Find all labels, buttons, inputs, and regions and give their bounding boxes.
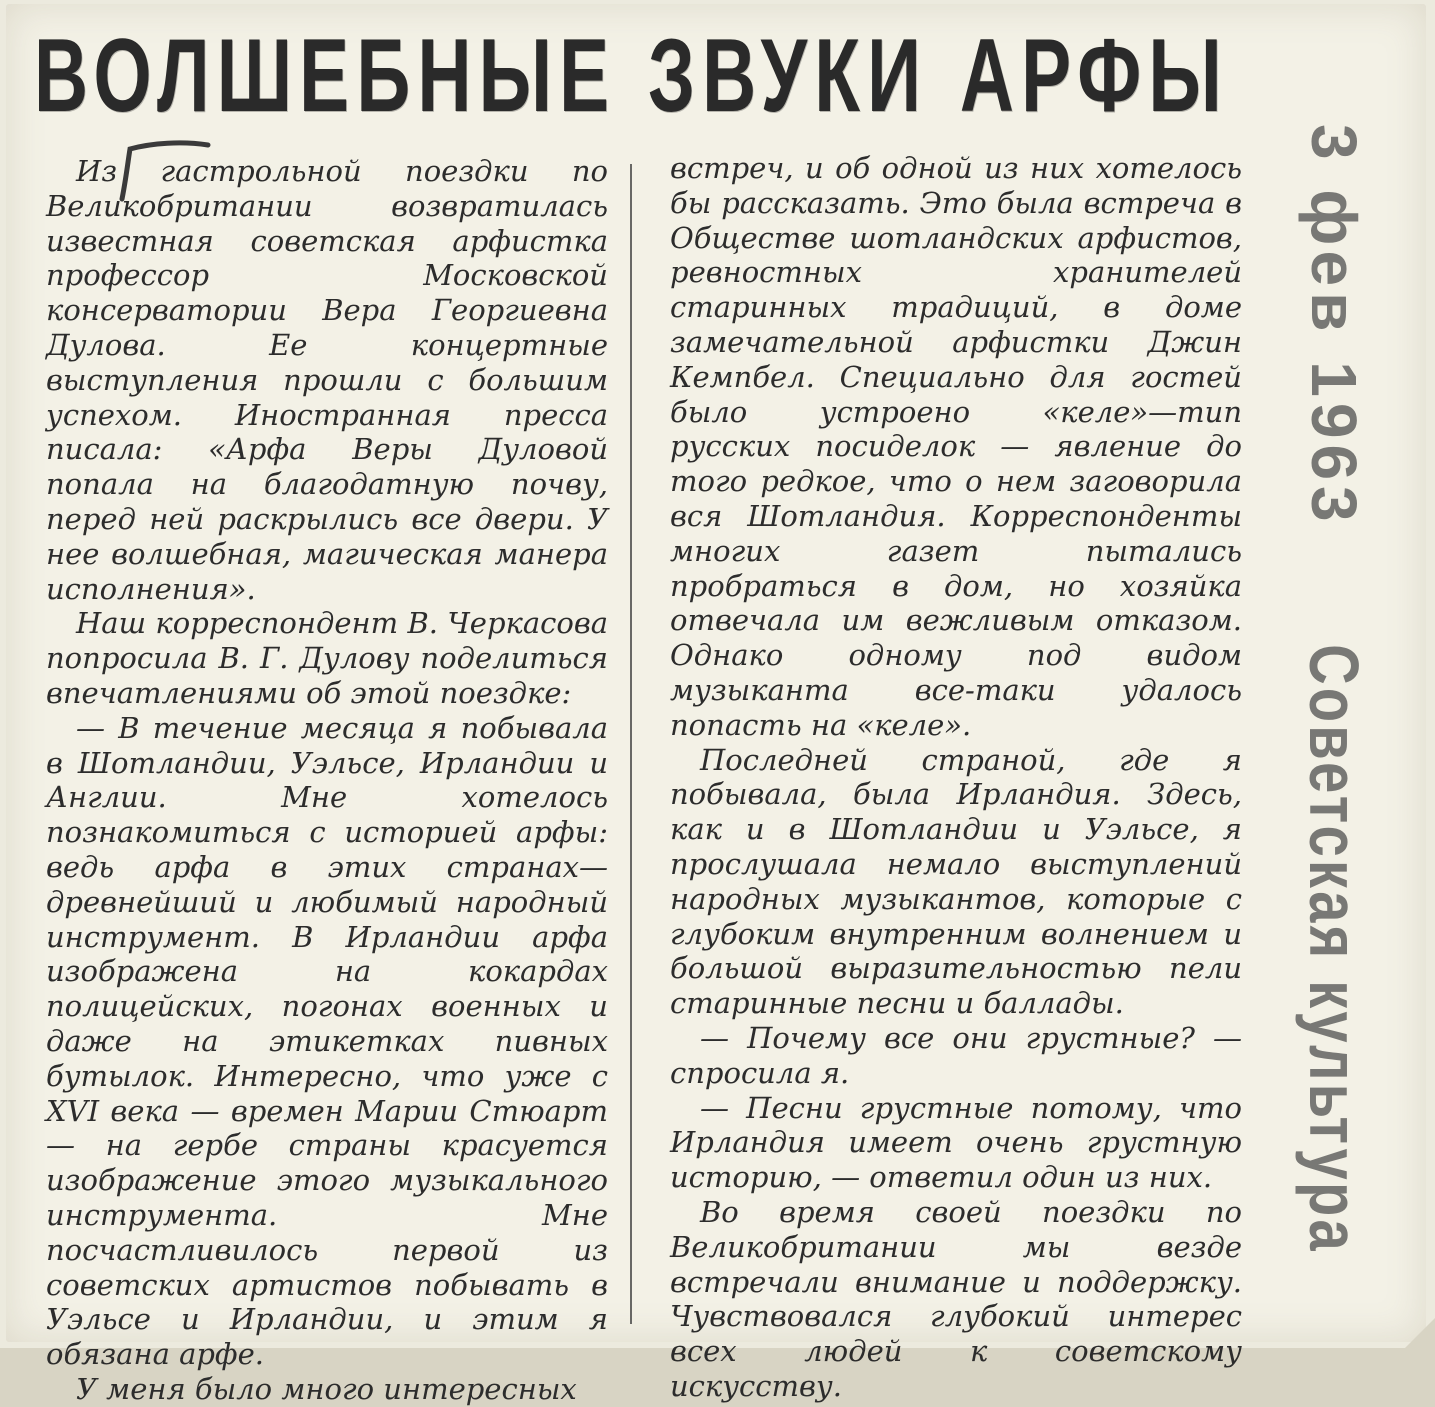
right-paragraph-5: Во время своей поездки по Великобритании мы везде встречали внимание и поддержку. Чувствовался глубокий интерес всех людей к советскому искусству.: [670, 1194, 1242, 1403]
headline-word-2: ЗВУКИ: [647, 18, 929, 134]
stamp-newspaper-name: Советская культура: [1295, 643, 1373, 1254]
archive-stamp-text: [1294, 124, 1374, 1254]
headline-word-3: АРФЫ: [959, 18, 1229, 134]
right-paragraph-3: — Почему все они грустные? — спросила я.: [670, 1020, 1242, 1090]
article-headline: [34, 18, 1229, 134]
headline-word-1: ВОЛШЕБНЫЕ: [34, 18, 617, 134]
newspaper-clipping: [6, 4, 1426, 1406]
column-divider: [630, 164, 632, 1324]
left-paragraph-4: У меня было много интересных: [76, 1371, 577, 1406]
left-paragraph-3: — В течение месяца я побывала в Шотландии, Уэльсе, Ирландии и Англии. Мне хотелось познакомиться с историей арфы: ведь арфа в этих странах—древнейший и любимый народный инструмент. В Ирландии арфа изображена на кокардах полицейских, погонах военных и даже на этикетках пивных бутылок. Интересно, что уже с XVI века — времен Марии Стюарт — на гербе страны красуется изображение этого музыкального инструмента. Мне посчастливилось первой из советских артистов побывать в Уэльсе и Ирландии, и этим я обязана арфе.: [46, 710, 608, 1372]
article-right-column: [670, 151, 1242, 1404]
stamp-date: 3 фев 1963: [1298, 124, 1370, 528]
right-paragraph-1: встреч, и об одной из них хотелось бы рассказать. Это была встреча в Обществе шотландских арфистов, ревностных хранителей старинных традиций, в доме замечательной арфистки Джин Кемпбел. Специально для гостей было устроено «келе»—тип русских посиделок — явление до того редкое, что о нем заговорила вся Шотландия. Корреспонденты многих газет пытались пробраться в дом, но хозяйка отвечала им вежливым отказом. Однако одному под видом музыканта все-таки удалось попасть на «келе».: [670, 151, 1242, 742]
left-paragraph-2: Наш корреспондент В. Черкасова попросила В. Г. Дулову поделиться впечатлениями об этой поездке:: [46, 606, 608, 710]
right-paragraph-4: — Песни грустные потому, что Ирландия имеет очень грустную историю, — ответил один из них.: [670, 1090, 1242, 1195]
torn-corner: [1405, 1318, 1435, 1348]
left-paragraph-1: Из гастрольной поездки по Великобритании возвратилась известная советская арфистка профессор Московской консерватории Вера Георгиевна Дулова. Ее концертные выступления прошли с большим успехом. Иностранная пресса писала: «Арфа Веры Дуловой попала на благодатную почву, перед ней раскрылись все двери. У нее волшебная, магическая манера исполнения».: [46, 154, 608, 606]
article-left-column: [46, 154, 608, 1407]
right-paragraph-2: Последней страной, где я побывала, была Ирландия. Здесь, как и в Шотландии и Уэльсе, я прослушала немало выступлений народных музыкантов, которые с глубоким внутренним волнением и большой выразительностью пели старинные песни и баллады.: [670, 742, 1242, 1021]
archive-stamp: [1254, 124, 1414, 1254]
